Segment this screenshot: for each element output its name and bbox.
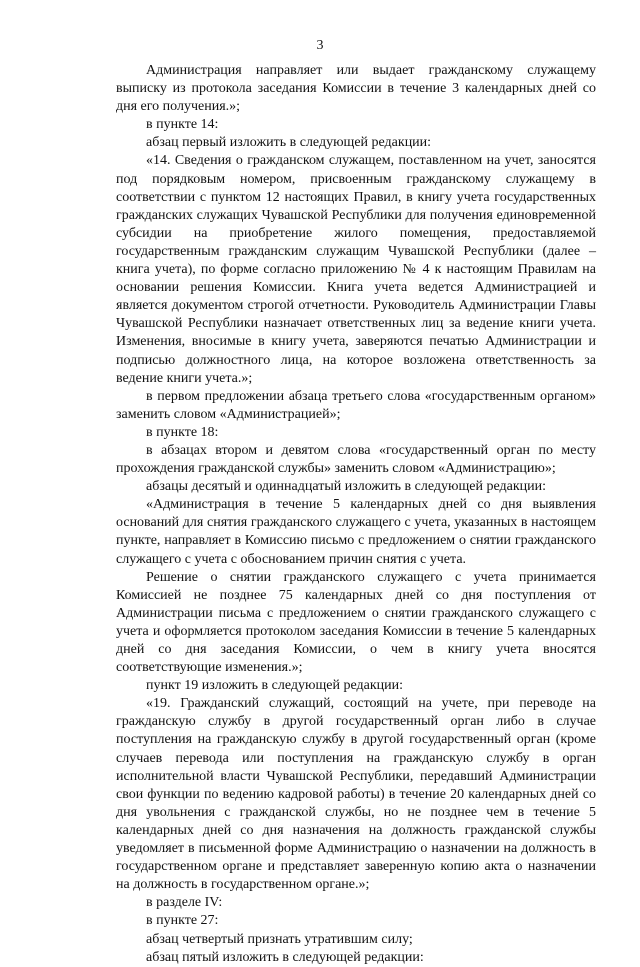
paragraph: Администрация направляет или выдает гражданскому служащему выписку из протокола заседания Комиссии в течение 3 календарных дней со дня его получения.»; xyxy=(116,63,596,115)
paragraph: абзац пятый изложить в следующей редакции: xyxy=(146,949,424,965)
paragraph: «Администрация в течение 5 календарных дней со дня выявления оснований для снятия гражданского служащего с учета, указанных в настоящем пункте, направляет в Комиссию письмо с предложением о снятии гражданского служащего с учета с обоснованием причин снятия с учета. xyxy=(116,497,596,567)
paragraph: в пункте 18: xyxy=(146,424,219,440)
paragraph: в разделе IV: xyxy=(146,895,223,911)
paragraph: в абзацах втором и девятом слова «государственный орган по месту прохождения гражданской службы» заменить словом «Администрацию»; xyxy=(116,442,596,477)
paragraph: абзац четвертый признать утратившим силу; xyxy=(146,931,413,947)
document-body xyxy=(116,62,596,967)
paragraph: Решение о снятии гражданского служащего с учета принимается Комиссией не позднее 75 календарных дней со дня поступления от Администрации письма с предложением о снятии гражданского служащего с учета и оформляется протоколом заседания Комиссии в течение 5 календарных дней со дня заседания Комиссии, о чем в книгу учета вносятся соответствующие изменения.»; xyxy=(116,569,596,676)
paragraph: «14. Сведения о гражданском служащем, поставленном на учет, заносятся под порядковым номером, присвоенным гражданскому служащему в соответствии с пунктом 12 настоящих Правил, в книгу учета государственных гражданских служащих Чувашской Республики для получения единовременной субсидии на приобретение жилого помещения, предоставляемой государственным гражданским служащим Чувашской Республики (далее – книга учета), по форме согласно приложению № 4 к настоящим Правилам на основании решения Комиссии. Книга учета ведется Администрацией и является документом строгой отчетности. Руководитель Администрации Главы Чувашской Республики назначает ответственных лиц за ведение книги учета. Изменения, вносимые в книгу учета, заверяются печатью Администрации и подписью должностного лица, на которое возложена ответственность за ведение книги учета.»; xyxy=(116,153,596,386)
paragraph: абзац первый изложить в следующей редакции: xyxy=(146,135,432,151)
paragraph: «19. Гражданский служащий, состоящий на учете, при переводе на гражданскую службу в другой государственный орган либо в случае поступления на гражданскую службу в другой государственный орган (кроме случаев перевода или поступления на гражданскую службу в орган исполнительной власти Чувашской Республики, передавший Администрации свои функции по ведению кадровой работы) в течение 20 календарных дней со дня увольнения с гражданской службы, но не позднее чем в течение 5 календарных дней со дня назначения на должность гражданской службы уведомляет в письменной форме Администрацию о назначении на должность в государственном органе и представляет заверенную копию акта о назначении на должность в государственном органе.»; xyxy=(116,696,596,893)
paragraph: в пункте 14: xyxy=(146,117,219,133)
paragraph: в первом предложении абзаца третьего слова «государственным органом» заменить словом «Администрацией»; xyxy=(116,388,596,422)
paragraph: в пункте 27: xyxy=(146,913,219,929)
paragraph: абзацы десятый и одиннадцатый изложить в следующей редакции: xyxy=(146,479,546,495)
paragraph: пункт 19 изложить в следующей редакции: xyxy=(146,678,403,694)
page-number: 3 xyxy=(316,38,324,53)
